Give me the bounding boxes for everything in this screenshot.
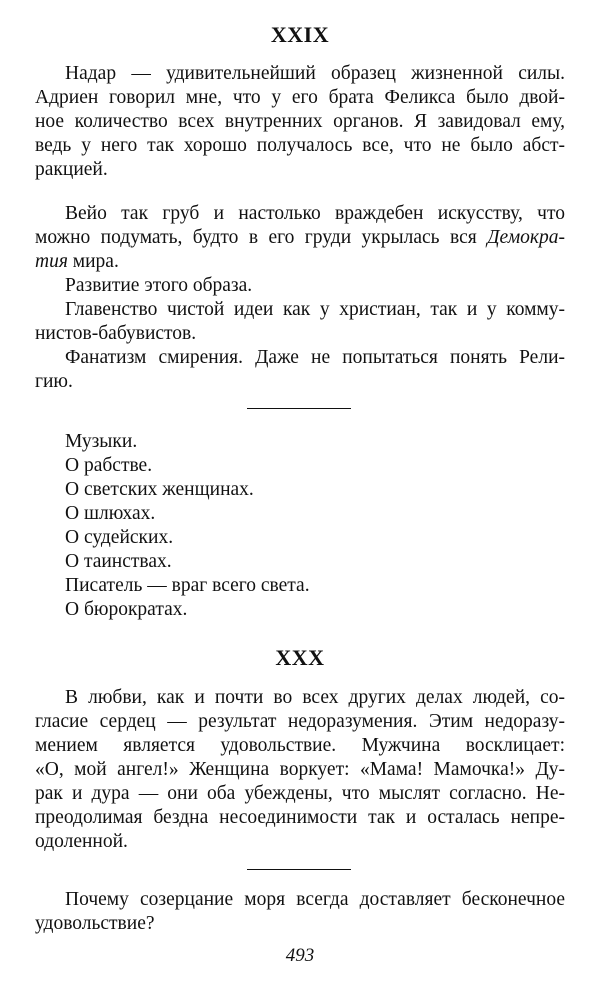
text-line: преодолимая бездна несоединимости так и осталась непре- xyxy=(35,807,565,828)
text-fragment: можно подумать, будто в его груди укрылась вся xyxy=(35,227,477,248)
list-item: О шлюхах. xyxy=(65,503,156,524)
page-number: 493 xyxy=(285,945,315,966)
text-line xyxy=(35,250,565,274)
text-line: рак и дура — они оба убеждены, что мыслят согласно. Не- xyxy=(35,783,565,804)
text-line: ное количество всех внутренних органов. Я завидовал ему, xyxy=(35,111,565,132)
list-item: О таинствах. xyxy=(65,551,172,572)
italic-fragment: Демокра- xyxy=(487,227,566,248)
text-line: нистов-бабувистов. xyxy=(35,323,197,344)
text-line: В любви, как и почти во всех других делах людей, со- xyxy=(65,687,565,708)
section-divider xyxy=(247,408,351,409)
text-line: гию. xyxy=(35,371,73,392)
text-line: Фанатизм смирения. Даже не попытаться понять Рели- xyxy=(65,347,565,368)
text-line: ведь у него так хорошо получалось все, что не было абст- xyxy=(35,135,565,156)
text-line: Развитие этого образа. xyxy=(65,275,253,296)
section-heading-xxx: XXX xyxy=(275,645,325,670)
list-item: О судейских. xyxy=(65,527,174,548)
list-item: Музыки. xyxy=(65,431,138,452)
text-line: одоленной. xyxy=(35,831,128,852)
text-line: Вейо так груб и настолько враждебен искусству, что xyxy=(65,203,565,224)
section-divider xyxy=(247,869,351,870)
section-heading-xxix: XXIX xyxy=(270,22,330,47)
text-line: Почему созерцание моря всегда доставляет бесконечное xyxy=(65,889,565,910)
text-line: Надар — удивительнейший образец жизненной силы. xyxy=(65,63,565,84)
text-line: мением является удовольствие. Мужчина восклицает: xyxy=(35,735,565,756)
text-line: Главенство чистой идеи как у христиан, так и у комму- xyxy=(65,299,565,320)
text-line: гласие сердец — результат недоразумения. Этим недоразу- xyxy=(35,711,565,732)
text-line: «О, мой ангел!» Женщина воркует: «Мама! Мамочка!» Ду- xyxy=(35,759,565,780)
text-line: удовольствие? xyxy=(35,913,155,934)
list-item: Писатель — враг всего света. xyxy=(65,575,310,596)
italic-fragment: тия xyxy=(35,251,68,272)
list-item: О светских женщинах. xyxy=(65,479,254,500)
text-line: Адриен говорил мне, что у его брата Феликса было двой- xyxy=(35,87,565,108)
text-line: ракцией. xyxy=(35,159,108,180)
text-line xyxy=(35,226,565,250)
text-fragment: мира. xyxy=(72,251,119,272)
list-item: О бюрократах. xyxy=(65,599,188,620)
list-item: О рабстве. xyxy=(65,455,153,476)
